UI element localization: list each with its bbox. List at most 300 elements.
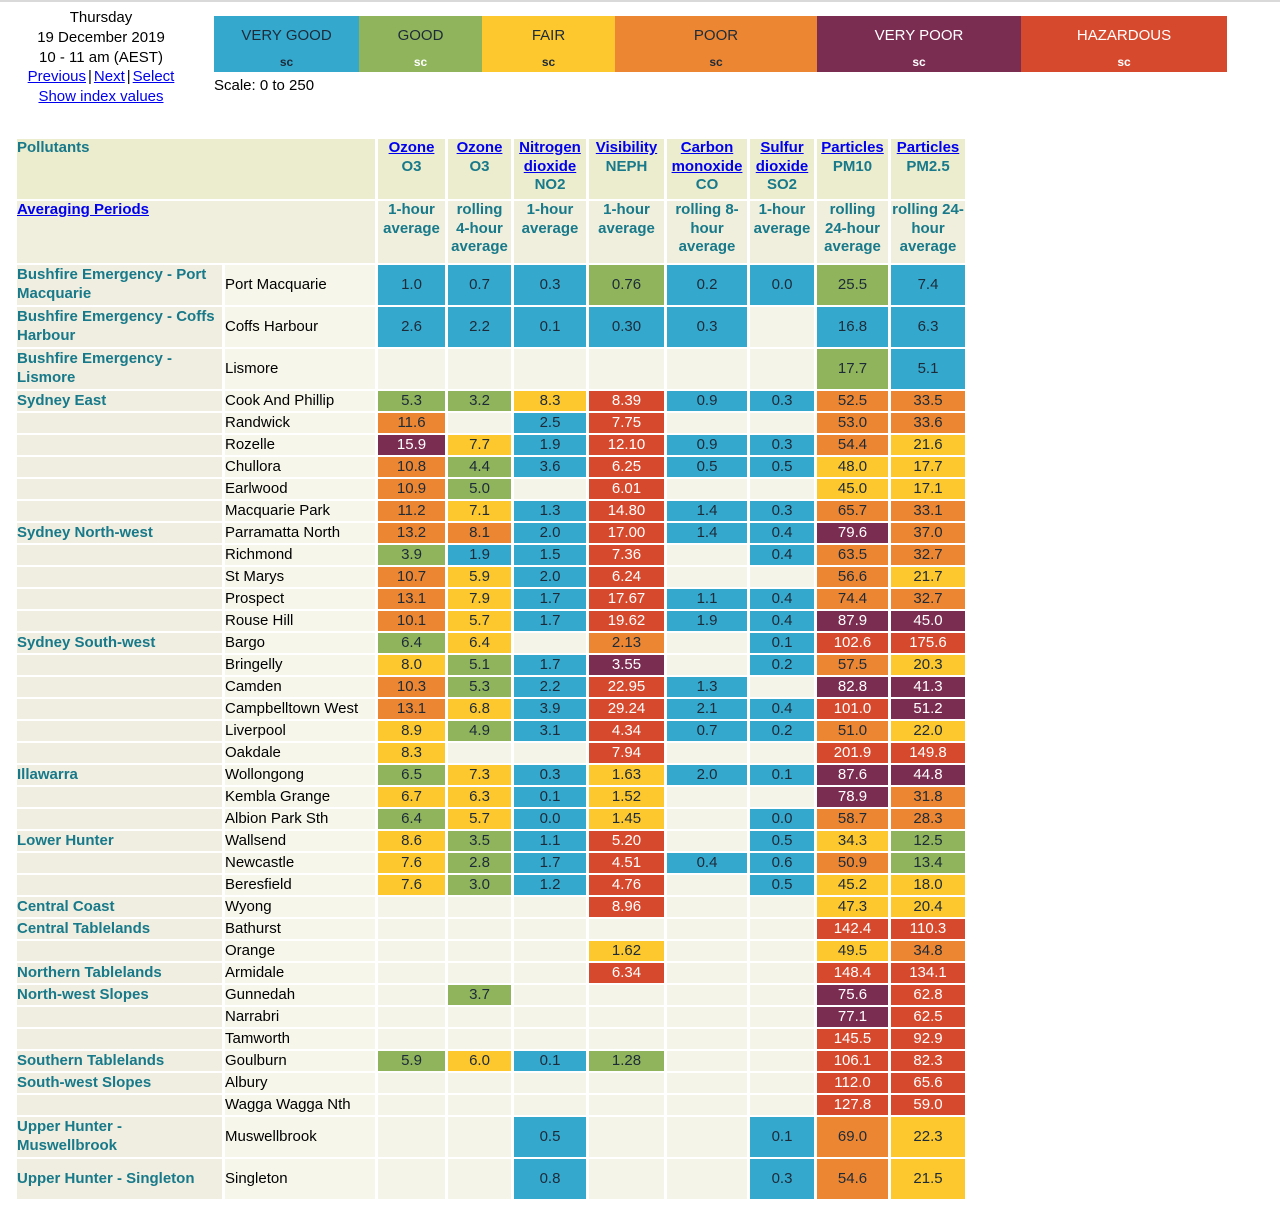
ozone-link[interactable]: Ozone <box>388 138 435 156</box>
pm25-symbol: PM2.5 <box>906 157 950 175</box>
value-cell <box>589 1007 664 1027</box>
value-cell: 134.1 <box>891 963 965 983</box>
value-cell: 78.9 <box>817 787 888 807</box>
legend-sub-label: sc <box>1117 55 1131 69</box>
value-cell: 6.25 <box>589 457 664 477</box>
value-cell: 1.1 <box>514 831 586 851</box>
value-cell: 56.6 <box>817 567 888 587</box>
averaging-ozone-4hr: rolling 4-hour average <box>448 201 511 263</box>
value-cell <box>667 875 747 895</box>
value-cell: 6.0 <box>448 1051 511 1071</box>
value-cell <box>667 809 747 829</box>
region-cell <box>17 941 222 961</box>
co-symbol: CO <box>695 176 719 194</box>
value-cell: 21.6 <box>891 435 965 455</box>
value-cell: 17.1 <box>891 479 965 499</box>
value-cell <box>448 1073 511 1093</box>
legend-fair <box>482 16 615 72</box>
value-cell: 17.67 <box>589 589 664 609</box>
value-cell: 12.5 <box>891 831 965 851</box>
value-cell <box>514 919 586 939</box>
value-cell: 0.3 <box>750 1159 814 1199</box>
site-row <box>17 787 965 807</box>
site-row <box>17 875 965 895</box>
value-cell: 53.0 <box>817 413 888 433</box>
region-cell <box>17 567 222 587</box>
value-cell: 106.1 <box>817 1051 888 1071</box>
value-cell <box>667 1051 747 1071</box>
value-cell: 7.36 <box>589 545 664 565</box>
site-row <box>17 479 965 499</box>
value-cell: 1.9 <box>514 435 586 455</box>
value-cell: 7.9 <box>448 589 511 609</box>
value-cell <box>514 941 586 961</box>
value-cell: 148.4 <box>817 963 888 983</box>
value-cell: 1.4 <box>667 501 747 521</box>
value-cell: 21.5 <box>891 1159 965 1199</box>
value-cell: 4.4 <box>448 457 511 477</box>
date-time-range: 10 - 11 am (AEST) <box>39 48 163 66</box>
region-cell: Sydney East <box>17 391 222 411</box>
site-cell: Earlwood <box>225 479 375 499</box>
value-cell <box>750 1029 814 1049</box>
value-cell: 45.2 <box>817 875 888 895</box>
value-cell: 0.3 <box>750 435 814 455</box>
value-cell: 13.2 <box>378 523 445 543</box>
show-index-values-row <box>0 87 202 107</box>
value-cell: 0.8 <box>514 1159 586 1199</box>
value-cell: 102.6 <box>817 633 888 653</box>
site-cell: Beresfield <box>225 875 375 895</box>
averaging-co: rolling 8-hour average <box>667 201 747 263</box>
value-cell: 5.7 <box>448 611 511 631</box>
value-cell <box>750 413 814 433</box>
value-cell: 0.3 <box>514 265 586 305</box>
value-cell <box>448 919 511 939</box>
particles-pm25-link[interactable]: Particles <box>896 138 960 156</box>
value-cell <box>750 1051 814 1071</box>
pm10-symbol: PM10 <box>832 157 873 175</box>
value-cell: 6.01 <box>589 479 664 499</box>
value-cell: 2.6 <box>378 307 445 347</box>
value-cell: 0.0 <box>514 809 586 829</box>
value-cell: 0.2 <box>667 265 747 305</box>
site-row <box>17 633 965 653</box>
site-row <box>17 919 965 939</box>
col-header-co <box>667 139 747 199</box>
value-cell <box>448 897 511 917</box>
value-cell: 1.4 <box>667 523 747 543</box>
site-cell: Rouse Hill <box>225 611 375 631</box>
site-row <box>17 265 965 305</box>
value-cell: 63.5 <box>817 545 888 565</box>
site-row <box>17 391 965 411</box>
value-cell: 52.5 <box>817 391 888 411</box>
value-cell: 20.4 <box>891 897 965 917</box>
value-cell <box>589 1073 664 1093</box>
sulfur-dioxide-link[interactable]: Sulfur dioxide <box>755 138 809 175</box>
site-row <box>17 307 965 347</box>
date-full: 19 December 2019 <box>37 28 165 46</box>
value-cell: 2.0 <box>667 765 747 785</box>
site-cell: Albury <box>225 1073 375 1093</box>
value-cell <box>448 1095 511 1115</box>
value-cell: 2.8 <box>448 853 511 873</box>
show-index-values-link[interactable]: Show index values <box>38 88 164 106</box>
value-cell <box>448 349 511 389</box>
site-cell: Rozelle <box>225 435 375 455</box>
site-row <box>17 501 965 521</box>
site-cell: Macquarie Park <box>225 501 375 521</box>
value-cell <box>448 941 511 961</box>
value-cell: 8.3 <box>514 391 586 411</box>
value-cell: 77.1 <box>817 1007 888 1027</box>
site-cell: St Marys <box>225 567 375 587</box>
value-cell <box>514 1007 586 1027</box>
value-cell <box>750 307 814 347</box>
value-cell: 74.4 <box>817 589 888 609</box>
value-cell: 0.2 <box>750 655 814 675</box>
value-cell <box>667 985 747 1005</box>
value-cell: 8.6 <box>378 831 445 851</box>
value-cell: 57.5 <box>817 655 888 675</box>
value-cell <box>378 941 445 961</box>
averaging-ozone-1hr: 1-hour average <box>378 201 445 263</box>
region-cell <box>17 809 222 829</box>
value-cell: 62.5 <box>891 1007 965 1027</box>
value-cell: 18.0 <box>891 875 965 895</box>
region-cell: Sydney North-west <box>17 523 222 543</box>
site-cell: Oakdale <box>225 743 375 763</box>
value-cell <box>378 1095 445 1115</box>
value-cell: 0.9 <box>667 435 747 455</box>
value-cell: 13.1 <box>378 699 445 719</box>
carbon-monoxide-link[interactable]: Carbon monoxide <box>671 138 743 175</box>
value-cell: 0.7 <box>667 721 747 741</box>
site-row <box>17 853 965 873</box>
value-cell: 0.4 <box>750 545 814 565</box>
value-cell: 0.4 <box>750 699 814 719</box>
site-row <box>17 523 965 543</box>
site-cell: Cook And Phillip <box>225 391 375 411</box>
value-cell <box>448 1007 511 1027</box>
ozone-link[interactable]: Ozone <box>456 138 503 156</box>
site-cell: Prospect <box>225 589 375 609</box>
region-cell <box>17 457 222 477</box>
particles-pm10-link[interactable]: Particles <box>821 138 884 156</box>
value-cell <box>667 1007 747 1027</box>
previous-link[interactable]: Previous <box>27 68 86 86</box>
value-cell: 8.3 <box>378 743 445 763</box>
site-cell: Tamworth <box>225 1029 375 1049</box>
value-cell: 7.75 <box>589 413 664 433</box>
region-cell: Illawarra <box>17 765 222 785</box>
region-cell <box>17 1095 222 1115</box>
value-cell: 82.3 <box>891 1051 965 1071</box>
value-cell: 3.6 <box>514 457 586 477</box>
site-row <box>17 413 965 433</box>
site-cell: Gunnedah <box>225 985 375 1005</box>
value-cell: 1.9 <box>448 545 511 565</box>
averaging-no2: 1-hour average <box>514 201 586 263</box>
value-cell: 79.6 <box>817 523 888 543</box>
value-cell: 10.9 <box>378 479 445 499</box>
value-cell <box>667 941 747 961</box>
legend-poor <box>615 16 817 72</box>
site-cell: Muswellbrook <box>225 1117 375 1157</box>
region-cell <box>17 501 222 521</box>
value-cell: 1.0 <box>378 265 445 305</box>
value-cell: 41.3 <box>891 677 965 697</box>
value-cell: 48.0 <box>817 457 888 477</box>
value-cell: 2.0 <box>514 567 586 587</box>
site-cell: Goulburn <box>225 1051 375 1071</box>
value-cell: 31.8 <box>891 787 965 807</box>
value-cell: 10.7 <box>378 567 445 587</box>
value-cell <box>667 1159 747 1199</box>
aqi-legend <box>214 16 1227 72</box>
site-cell: Wallsend <box>225 831 375 851</box>
neph-symbol: NEPH <box>605 157 648 175</box>
site-row <box>17 1007 965 1027</box>
legend-label: VERY POOR <box>874 27 964 44</box>
value-cell: 6.3 <box>448 787 511 807</box>
site-cell: Wyong <box>225 897 375 917</box>
averaging-pm25: rolling 24-hour average <box>891 201 965 263</box>
site-row <box>17 985 965 1005</box>
value-cell: 142.4 <box>817 919 888 939</box>
value-cell: 8.0 <box>378 655 445 675</box>
value-cell: 3.9 <box>514 699 586 719</box>
value-cell <box>667 1117 747 1157</box>
value-cell: 6.4 <box>378 809 445 829</box>
value-cell: 17.7 <box>891 457 965 477</box>
value-cell: 33.6 <box>891 413 965 433</box>
value-cell <box>378 985 445 1005</box>
site-row <box>17 1095 965 1115</box>
value-cell: 37.0 <box>891 523 965 543</box>
ozone-symbol: O3 <box>401 157 422 175</box>
value-cell: 51.2 <box>891 699 965 719</box>
value-cell <box>514 743 586 763</box>
value-cell <box>378 1029 445 1049</box>
averaging-periods-link[interactable]: Averaging Periods <box>17 200 149 218</box>
value-cell: 32.7 <box>891 589 965 609</box>
date-weekday: Thursday <box>69 9 133 26</box>
value-cell: 69.0 <box>817 1117 888 1157</box>
value-cell: 0.7 <box>448 265 511 305</box>
value-cell: 6.8 <box>448 699 511 719</box>
value-cell <box>378 897 445 917</box>
value-cell: 45.0 <box>891 611 965 631</box>
value-cell: 87.9 <box>817 611 888 631</box>
value-cell: 45.0 <box>817 479 888 499</box>
site-cell: Camden <box>225 677 375 697</box>
value-cell: 75.6 <box>817 985 888 1005</box>
value-cell: 7.4 <box>891 265 965 305</box>
value-cell: 22.95 <box>589 677 664 697</box>
value-cell <box>750 567 814 587</box>
value-cell: 201.9 <box>817 743 888 763</box>
value-cell: 145.5 <box>817 1029 888 1049</box>
value-cell <box>589 349 664 389</box>
value-cell <box>667 1095 747 1115</box>
value-cell: 1.7 <box>514 655 586 675</box>
region-cell: Northern Tablelands <box>17 963 222 983</box>
value-cell <box>750 897 814 917</box>
site-cell: Parramatta North <box>225 523 375 543</box>
value-cell: 0.1 <box>750 633 814 653</box>
legend-sub-label: sc <box>709 55 723 69</box>
value-cell <box>750 349 814 389</box>
site-cell: Wollongong <box>225 765 375 785</box>
site-row <box>17 349 965 389</box>
site-row <box>17 1159 965 1199</box>
value-cell <box>378 1073 445 1093</box>
value-cell <box>448 743 511 763</box>
value-cell <box>750 743 814 763</box>
value-cell <box>589 1029 664 1049</box>
site-row <box>17 963 965 983</box>
value-cell: 1.9 <box>667 611 747 631</box>
ozone-symbol: O3 <box>469 157 490 175</box>
value-cell <box>667 655 747 675</box>
col-header-visibility <box>589 139 664 199</box>
legend-sub-label: sc <box>279 55 294 69</box>
site-row <box>17 677 965 697</box>
value-cell: 34.3 <box>817 831 888 851</box>
value-cell <box>667 743 747 763</box>
value-cell: 0.3 <box>514 765 586 785</box>
region-cell <box>17 545 222 565</box>
value-cell <box>589 1095 664 1115</box>
legend-very-good <box>214 16 359 72</box>
value-cell: 4.9 <box>448 721 511 741</box>
site-cell: Narrabri <box>225 1007 375 1027</box>
site-cell: Wagga Wagga Nth <box>225 1095 375 1115</box>
value-cell: 175.6 <box>891 633 965 653</box>
site-cell: Bathurst <box>225 919 375 939</box>
nitrogen-dioxide-link[interactable]: Nitrogen dioxide <box>519 138 581 175</box>
value-cell <box>378 1117 445 1157</box>
col-header-so2 <box>750 139 814 199</box>
value-cell: 7.6 <box>378 853 445 873</box>
averaging-so2: 1-hour average <box>750 201 814 263</box>
value-cell: 0.2 <box>750 721 814 741</box>
value-cell: 0.1 <box>750 1117 814 1157</box>
value-cell: 87.6 <box>817 765 888 785</box>
value-cell: 0.9 <box>667 391 747 411</box>
value-cell: 11.6 <box>378 413 445 433</box>
legend-label: VERY GOOD <box>241 27 332 44</box>
value-cell: 65.6 <box>891 1073 965 1093</box>
site-cell: Lismore <box>225 349 375 389</box>
value-cell: 6.7 <box>378 787 445 807</box>
value-cell: 17.00 <box>589 523 664 543</box>
value-cell: 0.76 <box>589 265 664 305</box>
value-cell: 16.8 <box>817 307 888 347</box>
value-cell <box>667 567 747 587</box>
region-cell: Central Coast <box>17 897 222 917</box>
value-cell: 92.9 <box>891 1029 965 1049</box>
value-cell <box>750 1095 814 1115</box>
value-cell: 5.3 <box>378 391 445 411</box>
value-cell: 0.3 <box>667 307 747 347</box>
value-cell: 1.63 <box>589 765 664 785</box>
value-cell: 7.3 <box>448 765 511 785</box>
value-cell: 2.2 <box>514 677 586 697</box>
visibility-link[interactable]: Visibility <box>595 138 658 156</box>
site-cell: Kembla Grange <box>225 787 375 807</box>
value-cell: 2.1 <box>667 699 747 719</box>
site-cell: Albion Park Sth <box>225 809 375 829</box>
value-cell: 34.8 <box>891 941 965 961</box>
site-cell: Richmond <box>225 545 375 565</box>
value-cell: 51.0 <box>817 721 888 741</box>
value-cell: 0.3 <box>750 501 814 521</box>
value-cell <box>750 1007 814 1027</box>
value-cell <box>514 1073 586 1093</box>
site-row <box>17 721 965 741</box>
site-row <box>17 589 965 609</box>
value-cell <box>667 1029 747 1049</box>
value-cell: 4.34 <box>589 721 664 741</box>
site-row <box>17 743 965 763</box>
region-cell: Sydney South-west <box>17 633 222 653</box>
value-cell: 59.0 <box>891 1095 965 1115</box>
region-cell: North-west Slopes <box>17 985 222 1005</box>
site-cell: Liverpool <box>225 721 375 741</box>
value-cell <box>514 897 586 917</box>
legend-label: GOOD <box>397 27 444 44</box>
site-row <box>17 457 965 477</box>
value-cell <box>378 1007 445 1027</box>
value-cell: 1.62 <box>589 941 664 961</box>
value-cell <box>750 963 814 983</box>
value-cell: 0.5 <box>750 875 814 895</box>
so2-symbol: SO2 <box>766 176 797 194</box>
legend-sub-label: sc <box>541 55 556 69</box>
value-cell: 15.9 <box>378 435 445 455</box>
value-cell: 5.7 <box>448 809 511 829</box>
nav-links <box>0 67 202 87</box>
value-cell: 0.5 <box>667 457 747 477</box>
value-cell: 5.9 <box>378 1051 445 1071</box>
value-cell <box>448 1159 511 1199</box>
value-cell: 5.9 <box>448 567 511 587</box>
value-cell: 0.4 <box>750 589 814 609</box>
value-cell: 0.0 <box>750 265 814 305</box>
region-cell: Bushfire Emergency - Lismore <box>17 349 222 389</box>
value-cell: 50.9 <box>817 853 888 873</box>
value-cell: 8.96 <box>589 897 664 917</box>
value-cell: 2.2 <box>448 307 511 347</box>
value-cell: 1.7 <box>514 611 586 631</box>
value-cell <box>750 1073 814 1093</box>
value-cell <box>448 413 511 433</box>
value-cell: 22.0 <box>891 721 965 741</box>
value-cell: 0.4 <box>750 523 814 543</box>
region-cell: Lower Hunter <box>17 831 222 851</box>
next-link[interactable]: Next <box>93 68 125 86</box>
value-cell: 4.51 <box>589 853 664 873</box>
select-link[interactable]: Select <box>132 68 175 86</box>
value-cell <box>378 349 445 389</box>
value-cell: 1.7 <box>514 589 586 609</box>
site-cell: Chullora <box>225 457 375 477</box>
value-cell: 2.5 <box>514 413 586 433</box>
region-cell <box>17 413 222 433</box>
